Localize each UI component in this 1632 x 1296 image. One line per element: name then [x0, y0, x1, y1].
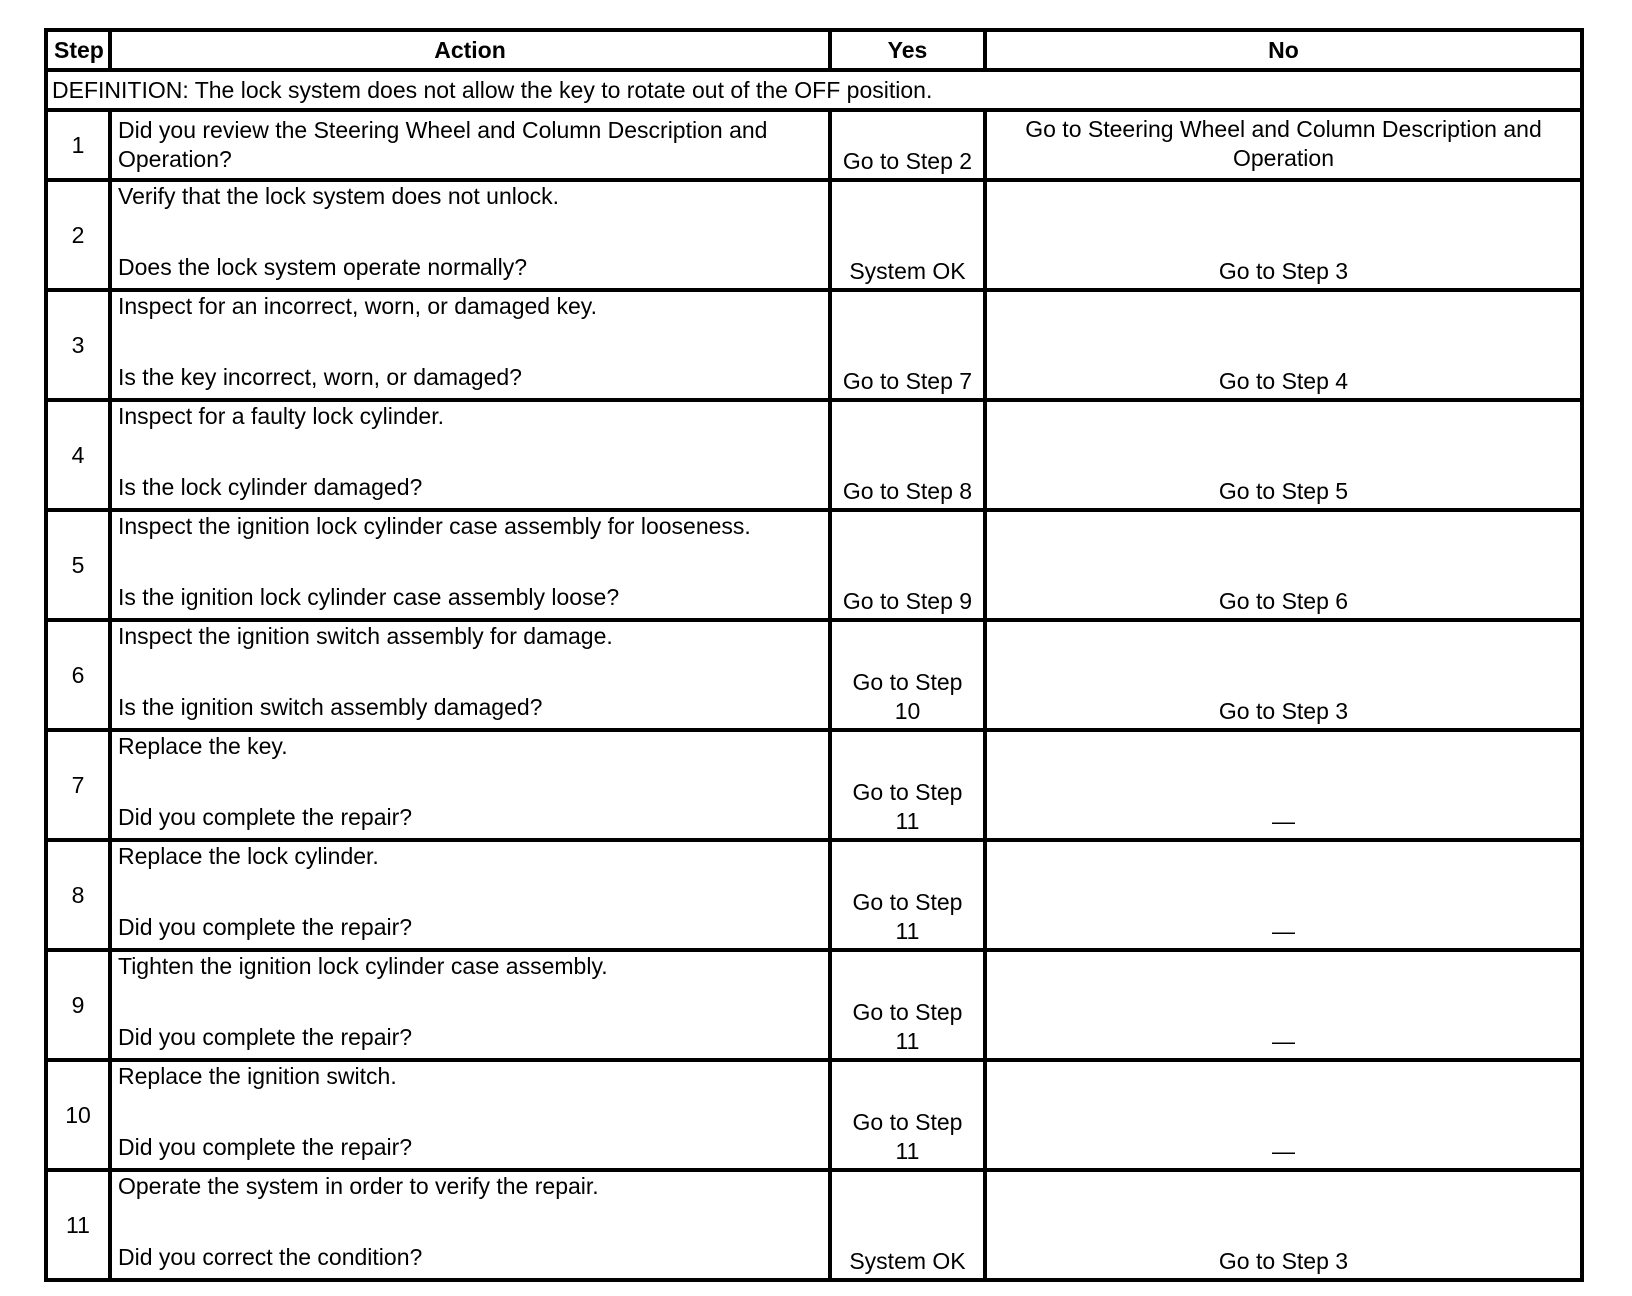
- step-number: 9: [46, 950, 110, 1060]
- action-text: Replace the lock cylinder.: [118, 843, 379, 869]
- table-row: [46, 180, 1582, 290]
- question-text: Does the lock system operate normally?: [118, 254, 528, 280]
- yes-cell: Go to Step 8: [830, 400, 985, 510]
- step-number: 5: [46, 510, 110, 620]
- action-text: Inspect for an incorrect, worn, or damaged key.: [118, 293, 597, 319]
- step-number: 2: [46, 180, 110, 290]
- step-number: 11: [46, 1170, 110, 1280]
- action-cell: [110, 950, 830, 1060]
- action-cell: [110, 400, 830, 510]
- no-cell: Go to Step 3: [985, 620, 1582, 730]
- yes-cell: System OK: [830, 1170, 985, 1280]
- header-action: Action: [110, 30, 830, 70]
- question-text: Is the key incorrect, worn, or damaged?: [118, 364, 522, 390]
- table-row: [46, 950, 1582, 1060]
- table-row: [46, 110, 1582, 180]
- action-text: Inspect for a faulty lock cylinder.: [118, 403, 444, 429]
- table-row: [46, 730, 1582, 840]
- no-cell: —: [985, 1060, 1582, 1170]
- no-cell: —: [985, 950, 1582, 1060]
- no-cell: Go to Step 6: [985, 510, 1582, 620]
- step-number: 10: [46, 1060, 110, 1170]
- definition-text: DEFINITION: The lock system does not allow the key to rotate out of the OFF position.: [46, 70, 1582, 110]
- question-text: Did you complete the repair?: [118, 914, 413, 940]
- step-number: 6: [46, 620, 110, 730]
- header-step: Step: [46, 30, 110, 70]
- action-text: Tighten the ignition lock cylinder case assembly.: [118, 953, 608, 979]
- header-no: No: [985, 30, 1582, 70]
- action-cell: [110, 110, 830, 180]
- action-cell: [110, 840, 830, 950]
- no-cell: Go to Step 3: [985, 180, 1582, 290]
- question-text: Is the ignition lock cylinder case assembly loose?: [118, 584, 620, 610]
- action-text: Did you review the Steering Wheel and Column Description and Operation?: [118, 117, 768, 172]
- yes-cell: Go to Step 9: [830, 510, 985, 620]
- definition-row: [46, 70, 1582, 110]
- action-text: Replace the ignition switch.: [118, 1063, 397, 1089]
- step-number: 8: [46, 840, 110, 950]
- diagnostic-table: [44, 28, 1584, 1282]
- yes-cell: Go to Step 11: [830, 950, 985, 1060]
- action-text: Inspect the ignition switch assembly for damage.: [118, 623, 613, 649]
- no-cell: Go to Step 3: [985, 1170, 1582, 1280]
- question-text: Did you complete the repair?: [118, 1024, 413, 1050]
- action-cell: [110, 1170, 830, 1280]
- step-number: 4: [46, 400, 110, 510]
- yes-cell: Go to Step 2: [830, 110, 985, 180]
- table-row: [46, 1060, 1582, 1170]
- action-cell: [110, 180, 830, 290]
- header-yes: Yes: [830, 30, 985, 70]
- table-row: [46, 290, 1582, 400]
- action-text: Verify that the lock system does not unlock.: [118, 183, 560, 209]
- table-row: [46, 510, 1582, 620]
- step-number: 1: [46, 110, 110, 180]
- table-row: [46, 400, 1582, 510]
- action-cell: [110, 510, 830, 620]
- no-cell: Go to Steering Wheel and Column Description and Operation: [985, 110, 1582, 180]
- action-text: Operate the system in order to verify the repair.: [118, 1173, 599, 1199]
- no-cell: Go to Step 5: [985, 400, 1582, 510]
- yes-cell: System OK: [830, 180, 985, 290]
- table-row: [46, 840, 1582, 950]
- yes-cell: Go to Step 11: [830, 1060, 985, 1170]
- action-cell: [110, 1060, 830, 1170]
- question-text: Did you complete the repair?: [118, 804, 413, 830]
- table-row: [46, 620, 1582, 730]
- question-text: Is the ignition switch assembly damaged?: [118, 694, 543, 720]
- table-row: [46, 1170, 1582, 1280]
- question-text: Did you complete the repair?: [118, 1134, 413, 1160]
- yes-cell: Go to Step 7: [830, 290, 985, 400]
- no-cell: Go to Step 4: [985, 290, 1582, 400]
- action-text: Replace the key.: [118, 733, 288, 759]
- action-cell: [110, 290, 830, 400]
- step-number: 3: [46, 290, 110, 400]
- action-cell: [110, 730, 830, 840]
- question-text: Did you correct the condition?: [118, 1244, 423, 1270]
- question-text: Is the lock cylinder damaged?: [118, 474, 423, 500]
- no-cell: —: [985, 730, 1582, 840]
- header-row: [46, 30, 1582, 70]
- yes-cell: Go to Step 11: [830, 840, 985, 950]
- action-cell: [110, 620, 830, 730]
- yes-cell: Go to Step 10: [830, 620, 985, 730]
- action-text: Inspect the ignition lock cylinder case assembly for looseness.: [118, 513, 751, 539]
- no-cell: —: [985, 840, 1582, 950]
- yes-cell: Go to Step 11: [830, 730, 985, 840]
- step-number: 7: [46, 730, 110, 840]
